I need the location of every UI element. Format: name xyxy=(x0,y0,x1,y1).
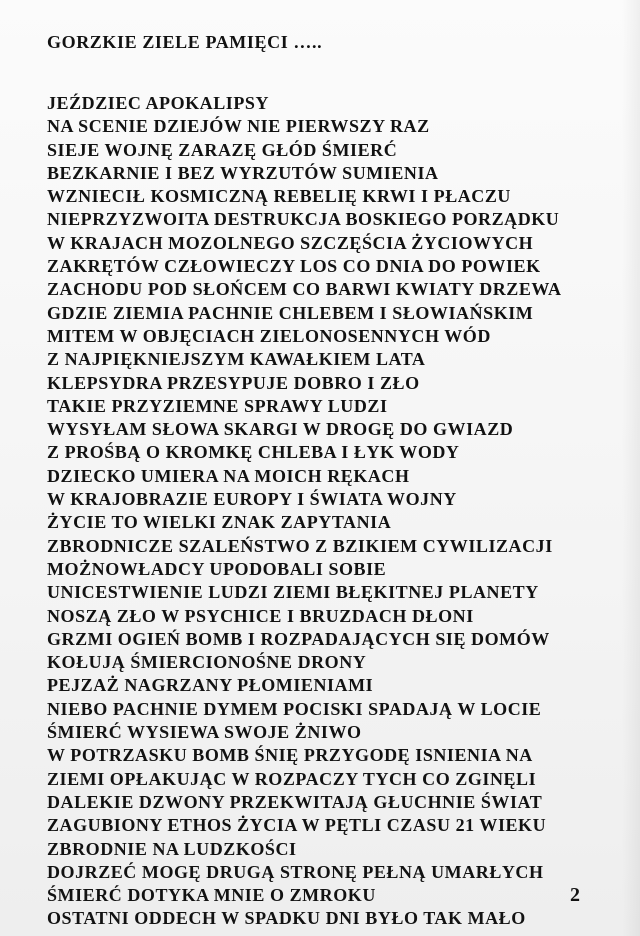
poem-line: ŻYCIE TO WIELKI ZNAK ZAPYTANIA xyxy=(47,512,392,533)
poem-line: NA SCENIE DZIEJÓW NIE PIERWSZY RAZ xyxy=(47,116,430,137)
poem-line: TAKIE PRZYZIEMNE SPRAWY LUDZI xyxy=(47,395,388,416)
page-number: 2 xyxy=(570,884,580,906)
poem-line: DOJRZEĆ MOGĘ DRUGĄ STRONĘ PEŁNĄ UMARŁYCH xyxy=(47,861,544,882)
poem-line: GDZIE ZIEMIA PACHNIE CHLEBEM I SŁOWIAŃSKIM xyxy=(47,302,534,323)
poem-line: OSTATNI ODDECH W SPADKU DNI BYŁO TAK MAŁO xyxy=(47,908,526,929)
poem-line: SIEJE WOJNĘ ZARAZĘ GŁÓD ŚMIERĆ xyxy=(47,139,398,160)
poem-line: NOSZĄ ZŁO W PSYCHICE I BRUZDACH DŁONI xyxy=(47,605,474,626)
poem-line: WZNIECIŁ KOSMICZNĄ REBELIĘ KRWI I PŁACZU xyxy=(47,186,511,207)
poem-line: ZBRODNIE NA LUDZKOŚCI xyxy=(47,838,297,859)
poem-line: KLEPSYDRA PRZESYPUJE DOBRO I ZŁO xyxy=(47,372,420,393)
poem-line: MOŻNOWŁADCY UPODOBALI SOBIE xyxy=(47,558,387,579)
poem-line: PEJZAŻ NAGRZANY PŁOMIENIAMI xyxy=(47,675,374,696)
poem-line: MITEM W OBJĘCIACH ZIELONOSENNYCH WÓD xyxy=(47,325,491,346)
poem-line: ŚMIERĆ WYSIEWA SWOJE ŻNIWO xyxy=(47,722,362,743)
poem-line: DALEKIE DZWONY PRZEKWITAJĄ GŁUCHNIE ŚWIAT xyxy=(47,791,543,812)
poem-line: KOŁUJĄ ŚMIERCIONOŚNE DRONY xyxy=(47,652,367,673)
page-edge-shadow xyxy=(622,0,640,936)
poem-line: GRZMI OGIEŃ BOMB I ROZPADAJĄCYCH SIĘ DOMÓW xyxy=(47,628,550,649)
poem-line: ZAGUBIONY ETHOS ŻYCIA W PĘTLI CZASU 21 WIEKU xyxy=(47,815,547,836)
poem-line: Z PROŚBĄ O KROMKĘ CHLEBA I ŁYK WODY xyxy=(47,442,460,463)
poem-line: W KRAJACH MOZOLNEGO SZCZĘŚCIA ŻYCIOWYCH xyxy=(47,232,534,253)
poem-line: NIEBO PACHNIE DYMEM POCISKI SPADAJĄ W LOCIE xyxy=(47,698,542,719)
poem-line: Z NAJPIĘKNIEJSZYM KAWAŁKIEM LATA xyxy=(47,349,426,370)
poem-line: DZIECKO UMIERA NA MOICH RĘKACH xyxy=(47,465,410,486)
poem-line: ŚMIERĆ DOTYKA MNIE O ZMROKU xyxy=(47,885,376,906)
poem-line: ZACHODU POD SŁOŃCEM CO BARWI KWIATY DRZEWA xyxy=(47,279,562,300)
poem-title: GORZKIE ZIELE PAMIĘCI ….. xyxy=(47,32,323,52)
poem-line: BEZKARNIE I BEZ WYRZUTÓW SUMIENIA xyxy=(47,162,439,183)
poem-line: NIEPRZYZWOITA DESTRUKCJA BOSKIEGO PORZĄDKU xyxy=(47,209,560,230)
poem-line: ZBRODNICZE SZALEŃSTWO Z BZIKIEM CYWILIZACJI xyxy=(47,535,553,556)
poem-line: WYSYŁAM SŁOWA SKARGI W DROGĘ DO GWIAZD xyxy=(47,419,514,440)
poem-line: W POTRZASKU BOMB ŚNIĘ PRZYGODĘ ISNIENIA NA xyxy=(47,745,533,766)
poem-line: UNICESTWIENIE LUDZI ZIEMI BŁĘKITNEJ PLANETY xyxy=(47,582,539,603)
poem-line: JEŹDZIEC APOKALIPSY xyxy=(47,93,269,113)
poem-line: ZAKRĘTÓW CZŁOWIECZY LOS CO DNIA DO POWIEK xyxy=(47,256,541,277)
poem-line: ZIEMI OPŁAKUJĄC W ROZPACZY TYCH CO ZGINĘLI xyxy=(47,768,537,789)
poem-line: W KRAJOBRAZIE EUROPY I ŚWIATA WOJNY xyxy=(47,489,457,510)
poem-body xyxy=(47,92,562,931)
